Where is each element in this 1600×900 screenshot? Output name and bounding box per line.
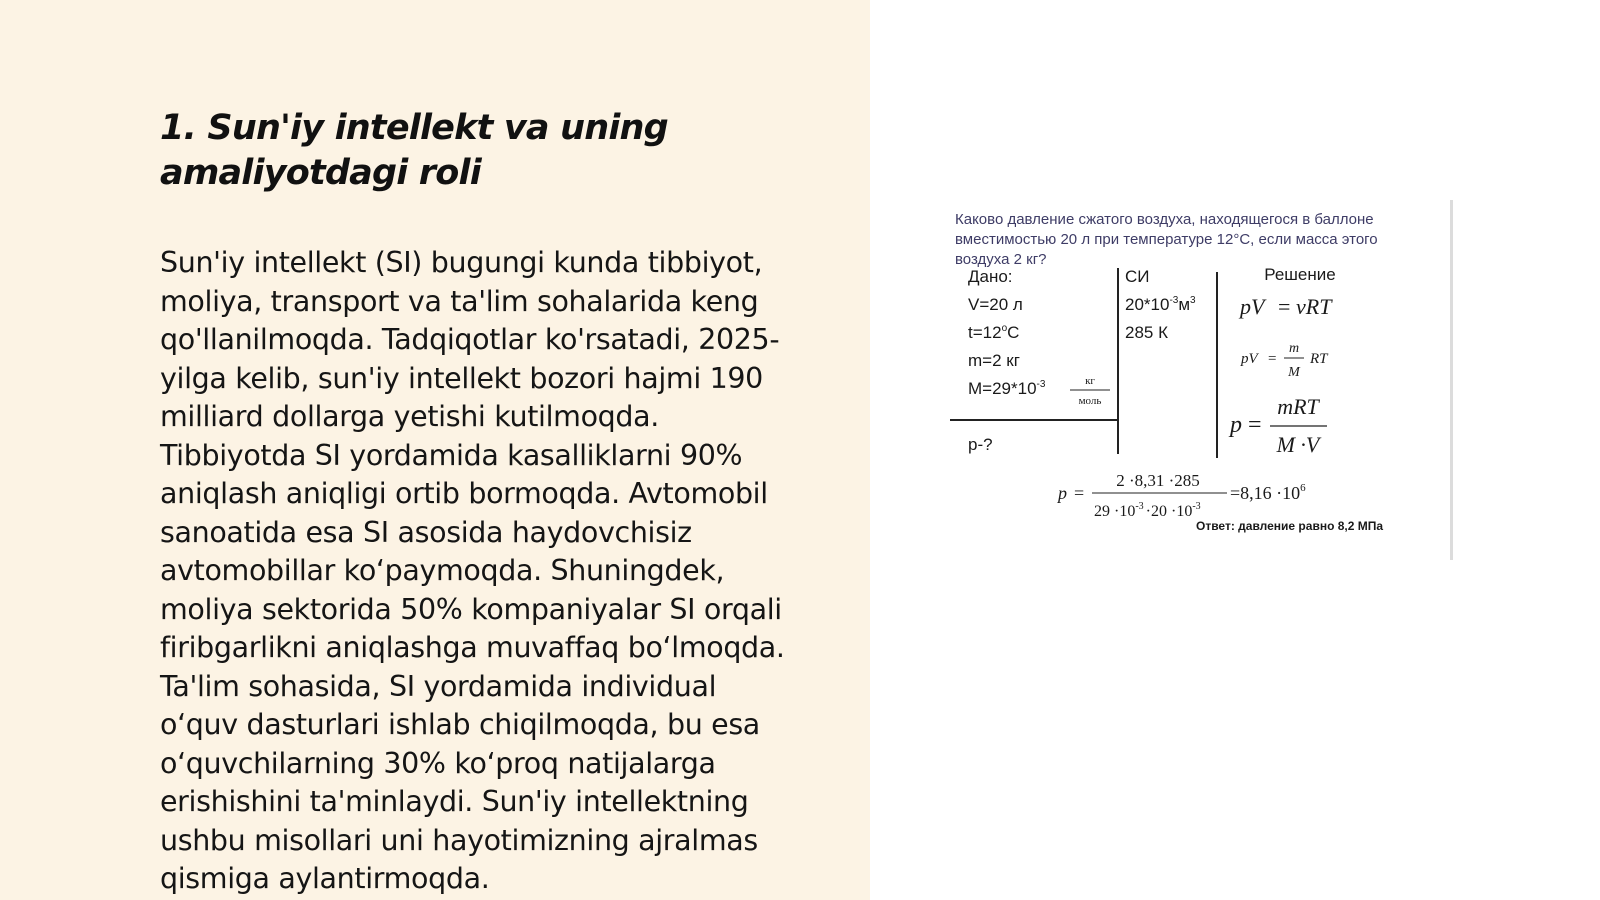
body-text-line: qismiga aylantirmoqda.: [160, 862, 490, 895]
body-text-line: moliya, transport va ta'lim sohalarida keng: [160, 284, 759, 318]
physics-problem-figure: [950, 200, 1450, 560]
body-text-line: o‘quv dasturlari ishlab chiqilmoqda, bu esa: [160, 708, 760, 741]
problem-question-line: воздуха 2 кг?: [955, 251, 1047, 268]
slide-title: [160, 106, 820, 196]
body-text-line: Sun'iy intellekt (SI) bugungi kunda tibbiyot,: [160, 246, 763, 279]
eq3-lhs: p: [1230, 412, 1242, 438]
si-temperature: 285 К: [1125, 323, 1168, 342]
eq1-lhs: pV: [1240, 294, 1265, 319]
answer-text: Ответ: давление равно 8,2 МПа: [1196, 519, 1384, 533]
calc-lhs: p: [1058, 483, 1067, 503]
calc-denominator: $29 \cdot 10^{-3} \cdot 20 \cdot 10^{-3}$: [1094, 501, 1201, 520]
body-text-line: yilga kelib, sun'iy intellekt bozori hajmi 190: [160, 361, 763, 395]
body-text-line: Tibbiyotda SI yordamida kasalliklarni 90%: [160, 438, 743, 472]
eq2-denominator: M: [1288, 365, 1300, 380]
given-header: Дано:: [968, 267, 1013, 286]
eq2-tail: RT: [1310, 351, 1328, 367]
physics-problem-image: [950, 200, 1453, 560]
calc-numerator: 2 ·8,31 ·285: [1116, 471, 1200, 490]
problem-question-line: вместимостью 20 л при температуре 12°С, если масса этого: [955, 231, 1378, 248]
si-header: СИ: [1125, 267, 1150, 286]
slide-body-text: [160, 244, 860, 899]
eq2-equals: =: [1268, 351, 1277, 367]
eq1-rhs: νRT: [1296, 294, 1332, 319]
body-text-line: ushbu misollari uni hayotimizning ajralmas: [160, 823, 758, 857]
body-text-line: aniqlash aniqligi ortib bormoqda. Avtomobil: [160, 477, 768, 510]
body-text-line: sanoatida esa SI asosida haydovchisiz: [160, 515, 692, 549]
slide-title-line: amaliyotdagi roli: [160, 153, 481, 193]
body-text-line: o‘quvchilarning 30% ko‘proq natijalarga: [160, 746, 716, 780]
eq3-equals: =: [1248, 412, 1262, 438]
eq3-numerator: mRT: [1277, 394, 1319, 419]
eq3-denominator: M ·V: [1276, 432, 1320, 457]
solution-header: Решение: [1264, 265, 1336, 284]
calc-result: $=8,16 \cdot 10^6$: [1230, 482, 1306, 503]
body-text-line: milliard dollarga yetishi kutilmoqda.: [160, 400, 659, 433]
eq2-numerator: m: [1288, 341, 1300, 356]
slide-title-line: 1. Sun'iy intellekt va uning: [160, 108, 668, 148]
body-text-line: erishishini ta'minlaydi. Sun'iy intellektning: [160, 785, 749, 818]
eq2-lhs: pV: [1241, 351, 1258, 367]
given-volume: V=20 л: [968, 295, 1023, 314]
problem-question-line: Каково давление сжатого воздуха, находящегося в баллоне: [955, 211, 1374, 228]
body-text-line: avtomobillar ko‘paymoqda. Shuningdek,: [160, 554, 725, 587]
given-molar-mass: $M=29*10^{-3}$: [968, 379, 1046, 398]
unit-denominator: моль: [1078, 395, 1102, 407]
body-text-line: Ta'lim sohasida, SI yordamida individual: [160, 669, 717, 703]
calc-equals: =: [1074, 483, 1085, 503]
body-text-line: qo'llanilmoqda. Tadqiqotlar ko'rsatadi, 2025-: [160, 323, 780, 356]
given-temperature: $t=12^оС$: [968, 323, 1020, 342]
body-text-line: moliya sektorida 50% kompaniyalar SI orqali: [160, 592, 782, 626]
given-mass: m=2 кг: [968, 351, 1020, 370]
find-value: p-?: [968, 435, 993, 454]
body-text-line: firibgarlikni aniqlashga muvaffaq bo‘lmoqda.: [160, 631, 785, 664]
unit-numerator: кг: [1085, 375, 1095, 387]
si-volume: $20*10^{-3}м^3$: [1125, 295, 1196, 314]
eq1-equals: =: [1278, 294, 1291, 319]
